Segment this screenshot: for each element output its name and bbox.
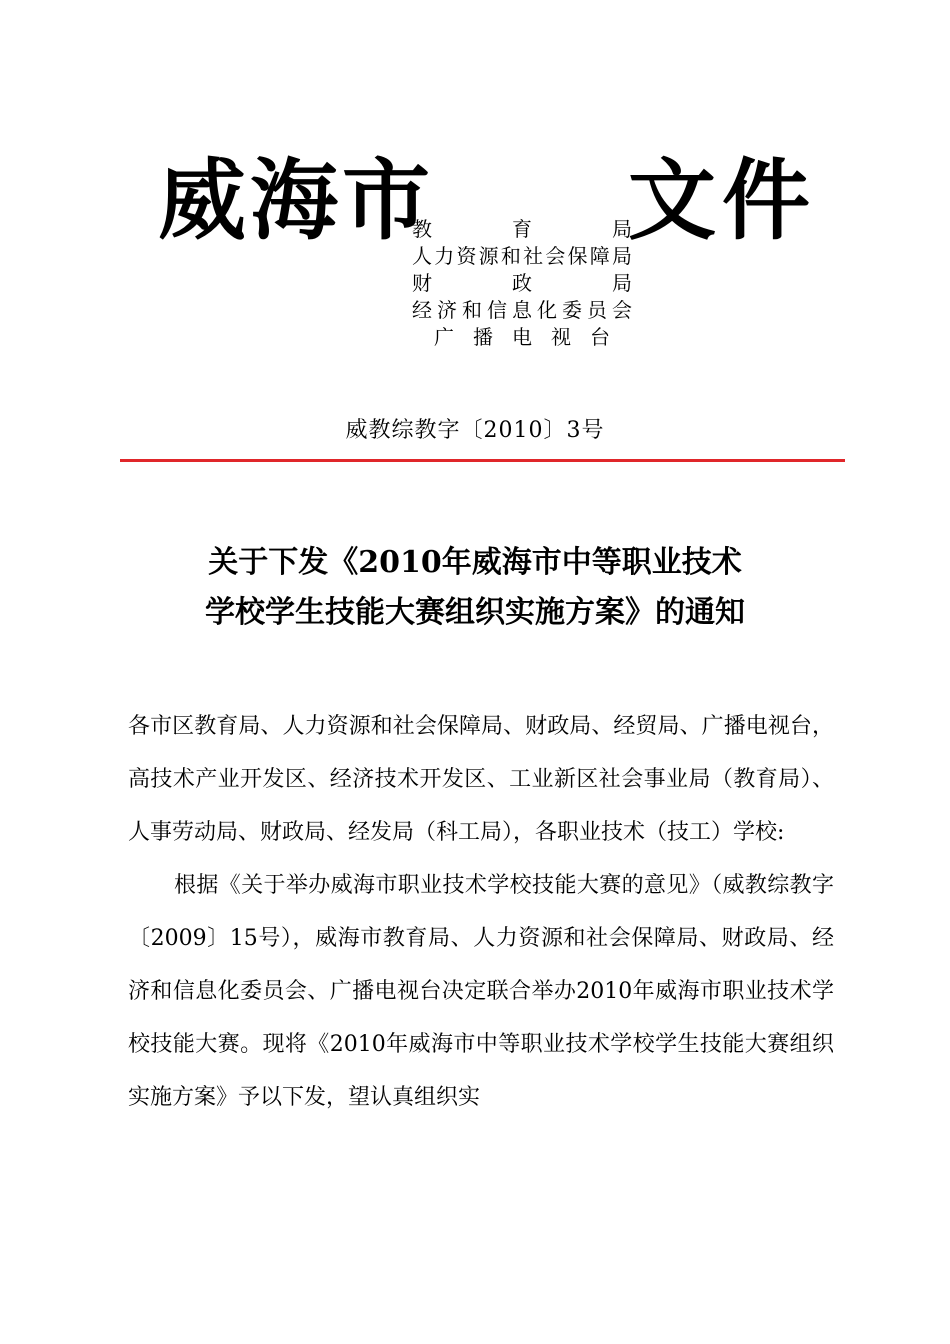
issuing-agencies [412,216,632,351]
body-paragraph-1: 根据《关于举办威海市职业技术学校技能大赛的意见》（威教综教字〔2009〕15号），威海市教育局、人力资源和社会保障局、财政局、经济和信息化委员会、广播电视台决定联合举办2010年威海市职业技术学校技能大赛。现将《2010年威海市中等职业技术学校学生技能大赛组织实施方案》予以下发，望认真组织实 [128,873,834,1110]
agency-broadcast-station: 广播电视台 [434,325,610,349]
header-title-document: 文件 [628,148,817,252]
document-title [0,538,950,638]
agency-education-bureau: 教 育 局 [412,217,632,241]
document-number: 威教综教字〔2010〕3号 [345,418,605,443]
document-title-line-1: 关于下发《2010年威海市中等职业技术 [208,545,742,580]
header-title-city: 威海市 [158,148,435,252]
document-body [128,700,834,1124]
document-title-line-2: 学校学生技能大赛组织实施方案》的通知 [205,595,745,630]
header-red-divider [120,459,845,462]
recipients-paragraph: 各市区教育局、人力资源和社会保障局、财政局、经贸局、广播电视台，高技术产业开发区、经济技术开发区、工业新区社会事业局（教育局）、人事劳动局、财政局、经发局（科工局），各职业技术（技工）学校: [128,714,834,845]
agency-human-resources: 人力资源和社会保障局 [412,244,632,268]
agency-finance-bureau: 财 政 局 [412,271,632,295]
agency-economy-commission: 经济和信息化委员会 [412,298,632,322]
